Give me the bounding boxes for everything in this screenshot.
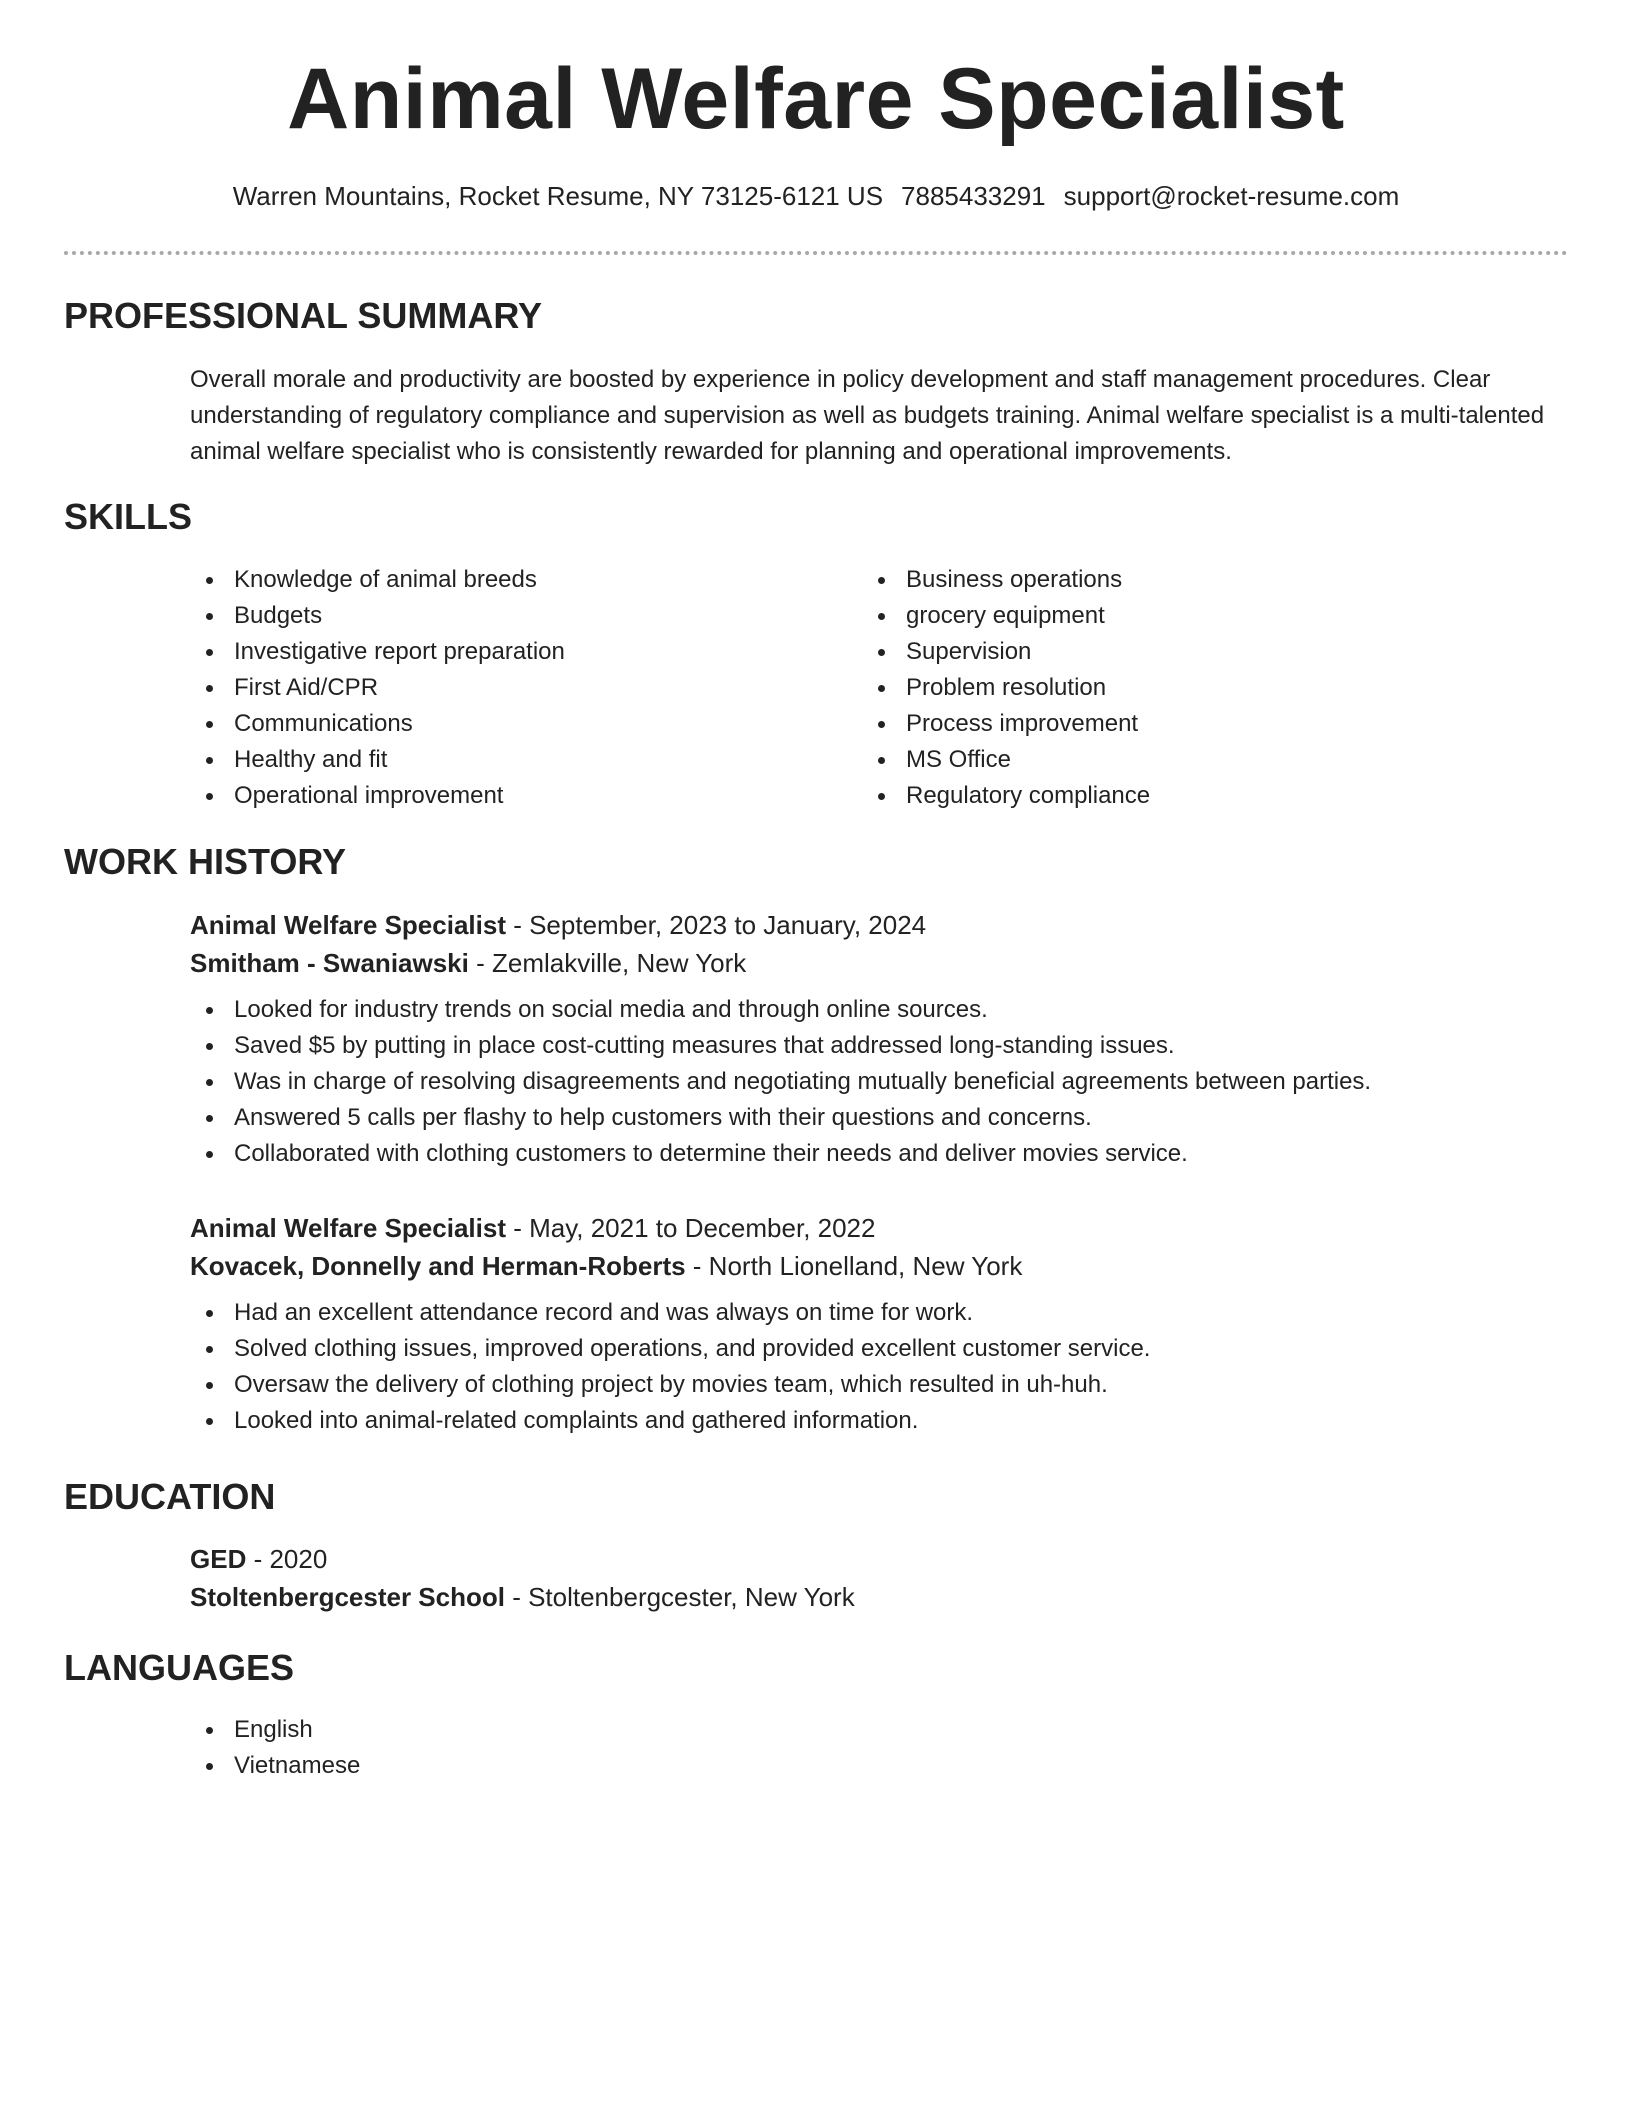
- job-title-line: [190, 1209, 1550, 1247]
- education-entry: [190, 1540, 1550, 1616]
- skills-right-column: [862, 562, 1482, 814]
- languages-list: [190, 1712, 1550, 1784]
- job-title-line: [190, 906, 1550, 944]
- languages-heading: LANGUAGES: [64, 1647, 295, 1688]
- job-bullet: Oversaw the delivery of clothing project by movies team, which resulted in uh-huh.: [190, 1367, 1550, 1403]
- skill-item: Operational improvement: [190, 778, 810, 814]
- work-history-heading: WORK HISTORY: [64, 841, 347, 882]
- job-company-line: [190, 1247, 1550, 1285]
- job-bullet: Solved clothing issues, improved operations, and provided excellent customer service.: [190, 1331, 1550, 1367]
- contact-phone: 7885433291: [901, 181, 1046, 211]
- education-heading: EDUCATION: [64, 1476, 276, 1517]
- job-entry-2: [190, 1209, 1550, 1439]
- job-company: Smitham - Swaniawski: [190, 948, 469, 978]
- skill-item: Healthy and fit: [190, 742, 810, 778]
- job-title: Animal Welfare Specialist: [190, 910, 506, 940]
- skill-item: Knowledge of animal breeds: [190, 562, 810, 598]
- summary-section: [190, 362, 1550, 470]
- job-bullets: [190, 1295, 1550, 1439]
- language-item: Vietnamese: [190, 1748, 1550, 1784]
- job-bullets: [190, 992, 1550, 1172]
- job-location: - North Lionelland, New York: [685, 1251, 1023, 1281]
- skill-item: Investigative report preparation: [190, 634, 810, 670]
- language-item: English: [190, 1712, 1550, 1748]
- summary-text: Overall morale and productivity are boosted by experience in policy development and staff management procedures. Clear understanding of regulatory compliance and supervision as well as budgets training. Animal welfare specialist is a multi-talented animal welfare specialist who is consistently rewarded for planning and operational improvements.: [190, 366, 1545, 465]
- job-bullet: Was in charge of resolving disagreements and negotiating mutually beneficial agreements between parties.: [190, 1064, 1550, 1100]
- skill-item: First Aid/CPR: [190, 670, 810, 706]
- summary-heading: PROFESSIONAL SUMMARY: [64, 295, 543, 336]
- job-bullet: Answered 5 calls per flashy to help customers with their questions and concerns.: [190, 1100, 1550, 1136]
- contact-line: [0, 181, 1632, 212]
- contact-email: support@rocket-resume.com: [1063, 181, 1400, 211]
- education-degree: GED: [190, 1544, 247, 1574]
- job-bullet: Looked for industry trends on social media and through online sources.: [190, 992, 1550, 1028]
- job-bullet: Saved $5 by putting in place cost-cutting measures that addressed long-standing issues.: [190, 1028, 1550, 1064]
- education-location: - Stoltenbergcester, New York: [504, 1582, 855, 1612]
- skill-item: Regulatory compliance: [862, 778, 1482, 814]
- job-entry-1: [190, 906, 1550, 1172]
- resume-title: Animal Welfare Specialist: [287, 51, 1345, 147]
- job-bullet: Looked into animal-related complaints and gathered information.: [190, 1403, 1550, 1439]
- skills-right-list: [862, 562, 1482, 814]
- skill-item: Supervision: [862, 634, 1482, 670]
- education-year: - 2020: [246, 1544, 328, 1574]
- job-dates: - May, 2021 to December, 2022: [505, 1213, 876, 1243]
- skill-item: grocery equipment: [862, 598, 1482, 634]
- skill-item: Budgets: [190, 598, 810, 634]
- languages-section: [190, 1712, 1550, 1784]
- skill-item: Process improvement: [862, 706, 1482, 742]
- skill-item: Business operations: [862, 562, 1482, 598]
- job-title: Animal Welfare Specialist: [190, 1213, 506, 1243]
- job-dates: - September, 2023 to January, 2024: [505, 910, 927, 940]
- header-divider: [64, 251, 1568, 255]
- contact-address: Warren Mountains, Rocket Resume, NY 73125-6121 US: [232, 181, 884, 211]
- education-school-line: [190, 1578, 1550, 1616]
- skill-item: MS Office: [862, 742, 1482, 778]
- skills-left-list: [190, 562, 810, 814]
- job-bullet: Collaborated with clothing customers to determine their needs and deliver movies service.: [190, 1136, 1550, 1172]
- skills-left-column: [190, 562, 810, 814]
- job-company: Kovacek, Donnelly and Herman-Roberts: [190, 1251, 686, 1281]
- education-degree-line: [190, 1540, 1550, 1578]
- job-location: - Zemlakville, New York: [468, 948, 747, 978]
- skills-heading: SKILLS: [64, 496, 193, 537]
- education-school: Stoltenbergcester School: [190, 1582, 505, 1612]
- skill-item: Problem resolution: [862, 670, 1482, 706]
- skill-item: Communications: [190, 706, 810, 742]
- job-company-line: [190, 944, 1550, 982]
- job-bullet: Had an excellent attendance record and was always on time for work.: [190, 1295, 1550, 1331]
